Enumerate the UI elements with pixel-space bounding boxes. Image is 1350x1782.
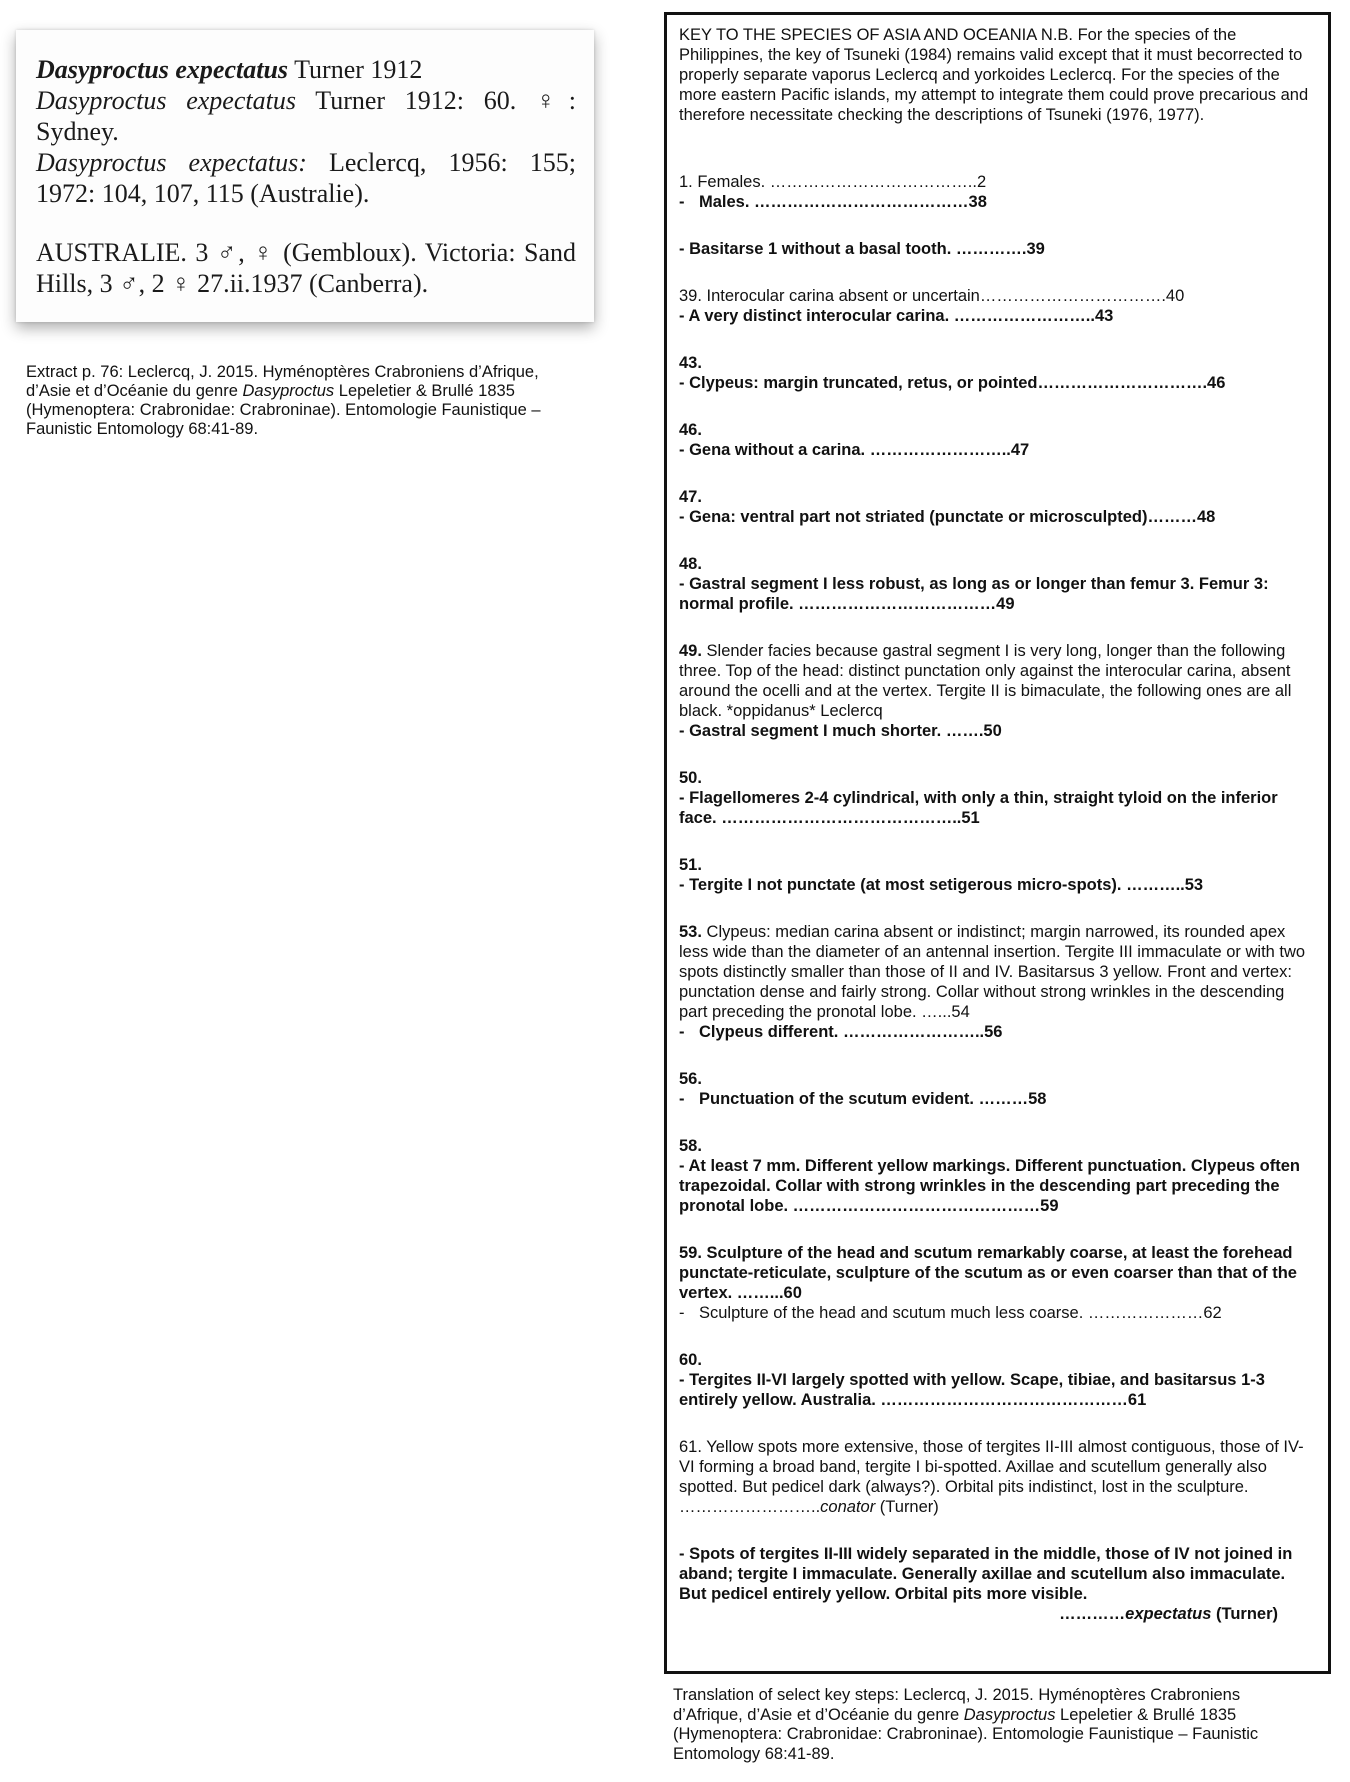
key-step-61a: 61. Yellow spots more extensive, those of tergites II-III almost contiguous, those of IV-VI forming a broad band, tergite I bi-spotted. Axillae and scutellum generally also spotted. But pedicel dark (always?). Orbital pits indistinct, lost in the sculpture.……………………..conator (Turner) <box>679 1438 1304 1516</box>
citation-text: Leclercq, 1956: 155; <box>329 148 577 177</box>
key-step-51b: - Tergite I not punctate (at most setigerous micro-spots). ………..53 <box>679 876 1204 894</box>
key-intro: KEY TO THE SPECIES OF ASIA AND OCEANIA N.B. For the species of the Philippines, the key of Tsuneki (1984) remains valid except that it must becorrected to properly separate vaporus Leclercq and yorkoides Leclercq. For the species of the more eastern Pacific islands, my attempt to integrate them could prove precarious and therefore necessitate checking the descriptions of Tsuneki (1976, 1977). <box>679 26 1309 124</box>
key-step-47b: - Gena: ventral part not striated (punctate or microsculpted)………48 <box>679 508 1216 526</box>
key-step-50b: - Flagellomeres 2-4 cylindrical, with only a thin, straight tyloid on the inferior face. ……………………………………..51 <box>679 789 1278 827</box>
genus-name: Dasyproctus <box>963 1705 1056 1724</box>
key-box <box>664 12 1331 1674</box>
key-step-58b: - At least 7 mm. Different yellow markings. Different punctuation. Clypeus often trapezoidal. Collar with strong wrinkles in the descending part preceding the pronotal lobe. ………………………………………59 <box>679 1157 1300 1215</box>
caption-text: Lepeletier & Brullé 1835 (Hymenoptera: Crabronidae: Crabroninae). Entomologie Faunistique – Faunistic Entomology 68:41-89. <box>673 1705 1259 1763</box>
citation-text: Turner 1912: 60. ♀: <box>315 86 576 115</box>
species-name: Dasyproctus expectatus: <box>36 148 307 177</box>
key-step-48b: - Gastral segment I less robust, as long as or longer than femur 3. Femur 3: normal profile. ………………………………49 <box>679 575 1269 613</box>
species-name: Dasyproctus expectatus <box>36 86 296 115</box>
key-step-46b: - Gena without a carina. ……………………..47 <box>679 441 1030 459</box>
extract-caption <box>26 363 586 439</box>
key-step-53b: ‑ Clypeus different. ……………………..56 <box>679 1023 1003 1041</box>
key-step-43-number: 43. <box>679 354 702 372</box>
key-step-59a: 59. Sculpture of the head and scutum remarkably coarse, at least the forehead punctate-reticulate, sculpture of the scutum as or even coarser than that of the vertex. ……...60 <box>679 1244 1297 1302</box>
key-step-50-number: 50. <box>679 769 702 787</box>
key-step-47-number: 47. <box>679 488 702 506</box>
key-step-39a: 39. Interocular carina absent or uncertain…………………………….40 <box>679 287 1185 305</box>
extract-card <box>16 30 594 322</box>
caption-text: Extract p. 76: Leclercq, J. 2015. Hyménoptères Crabroniens d’Afrique, d’Asie et d’Océanie du genre <box>26 363 539 400</box>
key-step-61b-result: …………expectatus (Turner) <box>1059 1605 1278 1623</box>
key-step-56b: ‑ Punctuation of the scutum evident. ………58 <box>679 1090 1047 1108</box>
key-step-51-number: 51. <box>679 856 702 874</box>
genus-name: Dasyproctus <box>242 382 335 400</box>
extract-line-3: Sydney. <box>36 117 119 146</box>
key-step-38: - Basitarse 1 without a basal tooth. ………….39 <box>679 240 1045 258</box>
key-step-60b: - Tergites II-VI largely spotted with yellow. Scape, tibiae, and basitarsus 1-3 entirely yellow. Australia. ………………………………………61 <box>679 1371 1265 1409</box>
key-step-53a: 53. Clypeus: median carina absent or indistinct; margin narrowed, its rounded apex less wide than the diameter of an antennal insertion. Tergite III immaculate or with two spots distinctly smaller than those of II and IV. Basitarsus 3 yellow. Front and vertex: punctation dense and fairly strong. Collar without strong wrinkles in the descending part preceding the pronotal lobe. …...54 <box>679 923 1306 1021</box>
key-step-60-number: 60. <box>679 1351 702 1369</box>
species-name: conator <box>820 1498 876 1516</box>
extract-line-2 <box>36 85 576 116</box>
species-author: Turner 1912 <box>294 55 423 84</box>
extract-line-1 <box>36 54 576 85</box>
species-name: expectatus <box>1125 1605 1212 1623</box>
key-step-59b: ‑ Sculpture of the head and scutum much less coarse. …………………62 <box>679 1304 1222 1322</box>
extract-line-6: AUSTRALIE. 3 ♂, ♀ (Gembloux). Victoria: Sand <box>36 238 576 267</box>
key-step-1a: 1. Females. ………………………………..2 <box>679 173 987 191</box>
species-name: Dasyproctus expectatus <box>36 55 289 84</box>
key-step-49b: - Gastral segment I much shorter. …….50 <box>679 722 1002 740</box>
key-step-43b: - Clypeus: margin truncated, retus, or pointed………………………….46 <box>679 374 1226 392</box>
key-step-56-number: 56. <box>679 1070 702 1088</box>
extract-line-5: 1972: 104, 107, 115 (Australie). <box>36 179 370 208</box>
key-step-58-number: 58. <box>679 1137 702 1155</box>
key-caption <box>673 1686 1313 1764</box>
key-step-61b: - Spots of tergites II-III widely separated in the middle, those of IV not joined in aband; tergite I immaculate. Generally axillae and scutellum also immaculate. But pedicel entirely yellow. Orbital pits more visible. <box>679 1545 1293 1603</box>
key-step-49a: 49. Slender facies because gastral segment I is very long, longer than the following three. Top of the head: distinct punctation only against the interocular carina, absent around the ocelli and at the vertex. Tergite II is bimaculate, the following ones are all black. *oppidanus* Leclercq <box>679 642 1292 720</box>
extract-line-4 <box>36 147 576 178</box>
key-step-46-number: 46. <box>679 421 702 439</box>
caption-text: Translation of select key steps: Leclercq, J. 2015. Hyménoptères Crabroniens d’Afrique, d’Asie et d’Océanie du genre <box>673 1686 1241 1724</box>
extract-line-7: Hills, 3 ♂, 2 ♀ 27.ii.1937 (Canberra). <box>36 269 429 298</box>
key-step-1b: ‑ Males. …………………………………38 <box>679 193 987 211</box>
key-step-39b: - A very distinct interocular carina. ……………………..43 <box>679 307 1114 325</box>
key-step-48-number: 48. <box>679 555 702 573</box>
caption-text: Lepeletier & Brullé 1835 (Hymenoptera: Crabronidae: Crabroninae). Entomologie Faunistique – Faunistic Entomology 68:41-89. <box>26 382 541 438</box>
